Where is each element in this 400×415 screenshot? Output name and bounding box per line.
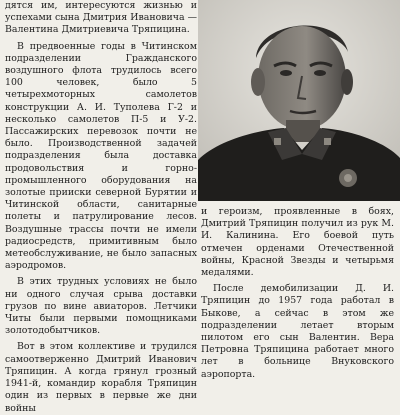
paragraph: В предвоенные годы в Читинском подразделении Гражданского воздушного флота трудилось всего 100 человек, было 5 четырехмоторных самолетов конструкции А. И. Туполева Г-2 и несколько самолетов П-5 и У-2. Пассажирских перевозок почти не было. Производственной задачей подразделения была доставка продовольствия и горно-промышленного оборудования на золотые прииски северной Бурятии и Читинской области, санитарные полеты и патрулирование лесов. Воздушные трассы почти не имели радиосредств, примитивным было метеобслуживание, не было запасных аэродромов.	[5, 40, 197, 272]
paragraph: дятся им, интересуются жизнью и успехами сына Дмитрия Ивановича — Валентина Дмитриевича Тряпицина.	[5, 0, 197, 36]
paragraph: и героизм, проявленные в боях, Дмитрий Тряпицин получил из рук М. И. Калинина. Его боевой путь отмечен орденами Отечественной войны, Красной Звезды и четырьмя медалями.	[201, 206, 394, 279]
paragraph: Вот в этом коллективе и трудился самоотверженно Дмитрий Иванович Тряпицин. А когда грянул грозный 1941-й, командир корабля Тряпицин один из первых в первые же дни войны	[5, 341, 197, 414]
portrait-photo	[198, 0, 400, 201]
right-text-column	[201, 206, 394, 381]
left-text-column	[5, 0, 197, 415]
paragraph: В этих трудных условиях не было ни одного случая срыва доставки грузов по вине авиаторов. Летчики Читы были первыми помощниками золотодобытчиков.	[5, 276, 197, 337]
paragraph: После демобилизации Д. И. Тряпицин до 1957 года работал в Быкове, а сейчас в этом же подразделении летает вторым пилотом его сын Валентин. Вера Петровна Тряпицина работает много лет в больнице Внуковского аэропорта.	[201, 283, 394, 380]
